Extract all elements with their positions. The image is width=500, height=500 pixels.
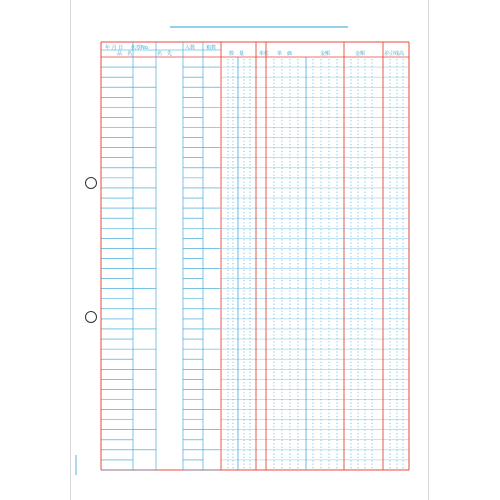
qty-per-case-label: 入数 — [185, 45, 196, 51]
date-label: 年 月 日 — [105, 45, 124, 51]
amount-header-1: 金額 — [320, 51, 331, 57]
cases-label: 箱数 — [206, 45, 217, 51]
destination-label: 名 先 — [157, 51, 173, 57]
slip-no-label: 伝票No. — [131, 45, 150, 51]
item-name-label: 品 名 — [117, 51, 133, 57]
balance-header: 差引残高 — [384, 51, 405, 57]
quantity-header: 数 量 — [229, 51, 245, 57]
unit-header: 単位 — [259, 51, 270, 57]
unit-price-header: 単 価 — [277, 51, 293, 57]
amount-header-2: 金額 — [355, 51, 366, 57]
